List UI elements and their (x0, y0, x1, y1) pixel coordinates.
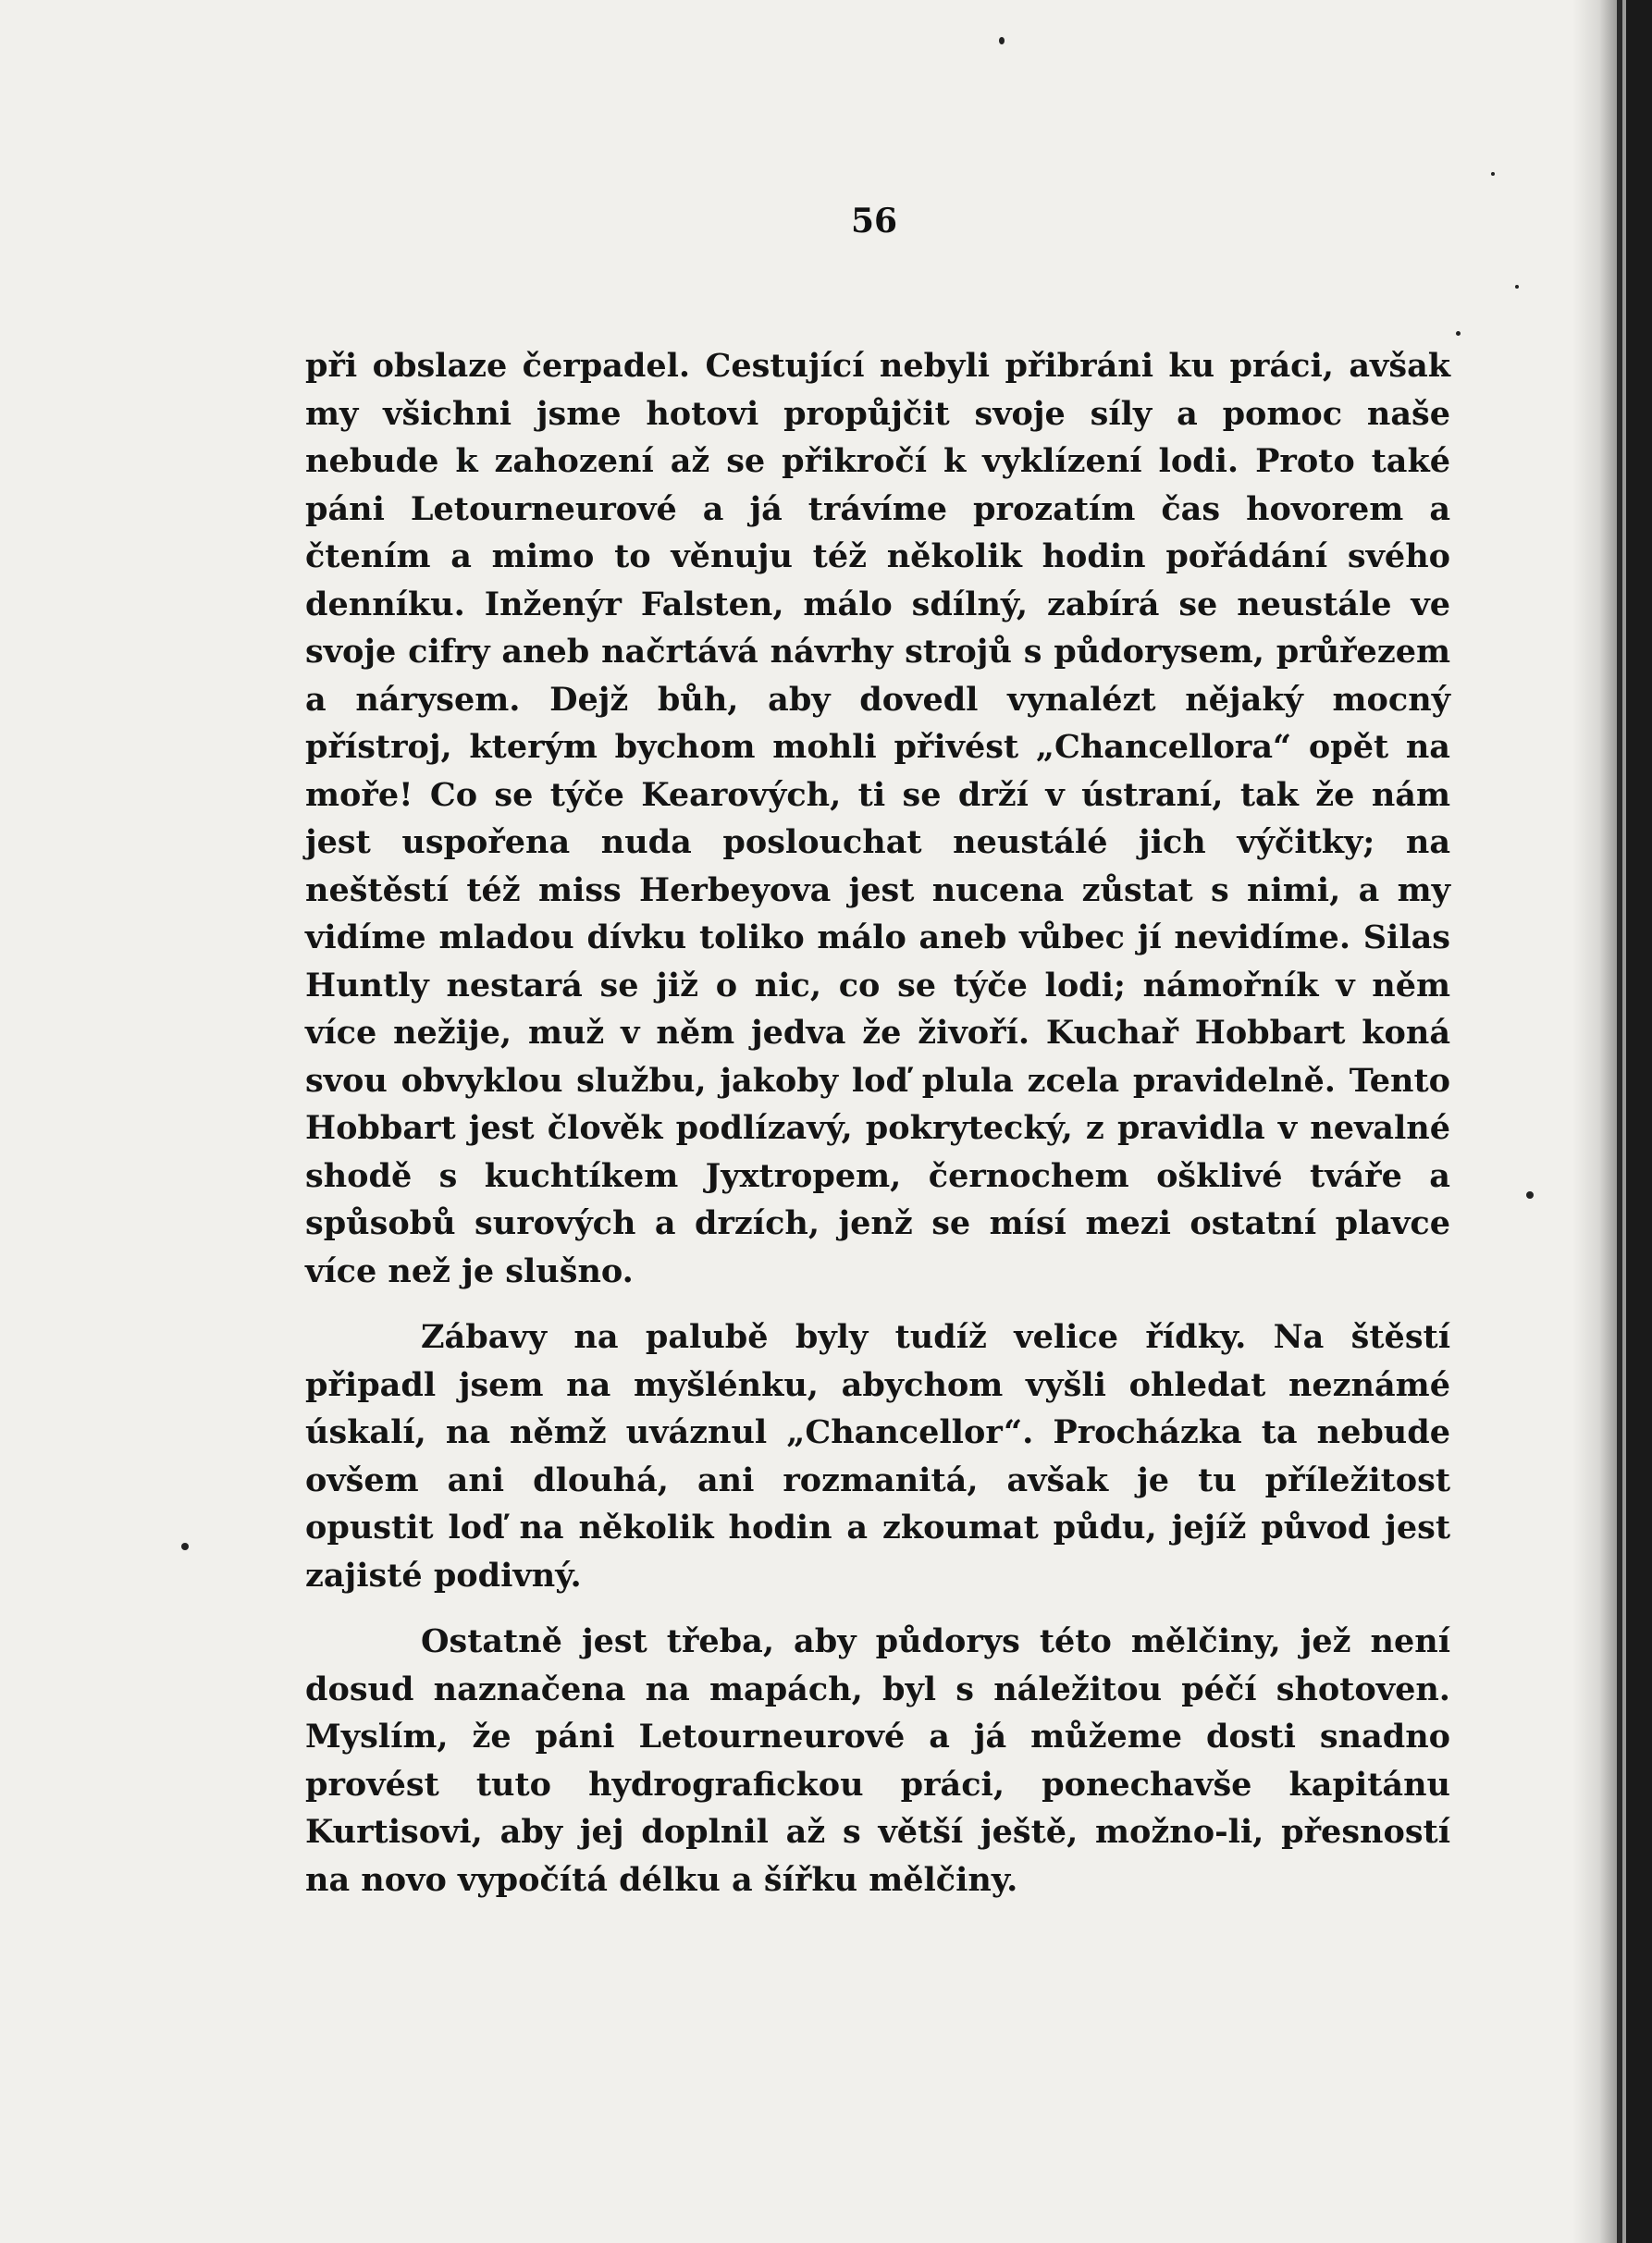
paragraph-3: Ostatně jest třeba, aby půdorys této mělčiny, jež není dosud naznačena na mapách, byl s náležitou péčí shotoven. Myslím, že páni Letourneurové a já můžeme dosti snadno provést tuto hydrografickou práci, ponechavše kapitánu Kurtisovi, aby jej doplnil až s větší ještě, možno-li, přesností na novo vypočítá délku a šířku mělčiny. (305, 1622, 1450, 1899)
page-edge-shadow (1572, 0, 1617, 2243)
paragraph-1: při obslaze čerpadel. Cestující nebyli přibráni ku práci, avšak my všichni jsme hotovi propůjčit svoje síly a pomoc naše nebude k zahození až se přikročí k vyklízení lodi. Proto také páni Letourneurové a já trávíme prozatím čas hovorem a čtením a mimo to věnuju též několik hodin pořádání svého denníku. Inženýr Falsten, málo sdílný, zabírá se neustále ve svoje cifry aneb načrtává návrhy strojů s půdorysem, průřezem a nárysem. Dejž bůh, aby dovedl vynalézt nějaký mocný přístroj, kterým bychom mohli přivést „Chancellora“ opět na moře! Co se týče Kearových, ti se drží v ústraní, tak že nám jest uspořena nuda poslouchat neustálé jich výčitky; na neštěstí též miss Herbeyova jest nucena zůstat s nimi, a my vidíme mladou dívku toliko málo aneb vůbec jí nevidíme. Silas Huntly nestará se již o nic, co se týče lodi; námořník v něm více nežije, muž v něm jedva že živoří. Kuchař Hobbart koná svou obvyklou službu, jakoby loď plula zcela pravidelně. Tento Hobbart jest člověk podlízavý, pokrytecký, z pravidla v nevalné shodě s kuchtíkem Jyxtropem, černochem ošklivé tváře a spůsobů surových a drzích, jenž se mísí mezi ostatní plavce více než je slušno. (305, 347, 1450, 1290)
print-speck (1491, 172, 1495, 176)
binding-edge-highlight (1622, 0, 1626, 2243)
print-speck (1515, 285, 1519, 289)
print-speck (1526, 1191, 1534, 1199)
print-speck (181, 1543, 189, 1550)
page-number: 56 (850, 202, 898, 240)
print-speck (999, 37, 1005, 44)
print-speck (1456, 331, 1461, 336)
body-text (305, 342, 1450, 1904)
paragraph-2: Zábavy na palubě byly tudíž velice řídky. Na štěstí připadl jsem na myšlénku, abychom vyšli ohledat neznámé úskalí, na němž uváznul „Chancellor“. Procházka ta nebude ovšem ani dlouhá, ani rozmanitá, avšak je tu příležitost opustit loď na několik hodin a zkoumat půdu, jejíž původ jest zajisté podivný. (305, 1318, 1450, 1595)
